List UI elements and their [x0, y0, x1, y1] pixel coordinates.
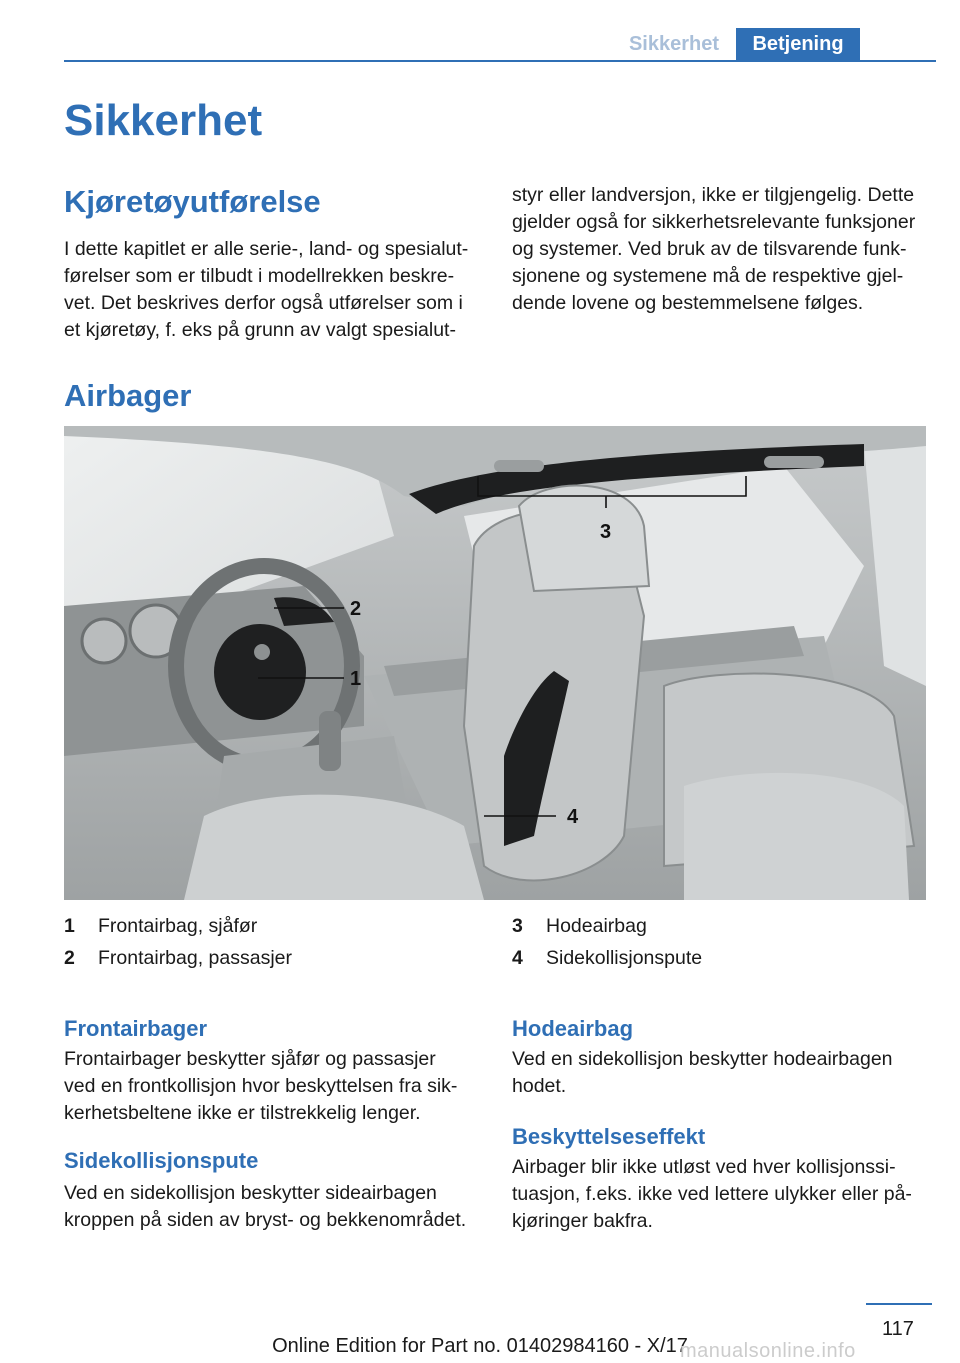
text-line: førelser som er tilbudt i modellrekken beskre-: [64, 265, 455, 287]
text-line: og systemer. Ved bruk av de tilsvarende funk-: [512, 238, 907, 260]
paragraph-right: [512, 182, 915, 317]
page-title: Sikkerhet: [64, 96, 263, 145]
text-line: styr eller landversjon, ikke er tilgjengelig. Dette: [512, 184, 915, 206]
subheading-hodeairbag: Hodeairbag: [512, 1016, 634, 1041]
text-line: Frontairbager beskytter sjåfør og passasjer: [64, 1048, 436, 1070]
text-line: Airbager blir ikke utløst ved hver kollisjonssi-: [512, 1156, 896, 1178]
text-line: gjelder også for sikkerhetsrelevante funksjoner: [512, 211, 916, 233]
paragraph-left: [64, 236, 468, 344]
legend-item-1: [64, 914, 257, 938]
paragraph-sidekollisjonspute: [64, 1180, 466, 1234]
text-line: dende lovene og bestemmelsene følges.: [512, 292, 864, 314]
callout-3: 3: [600, 521, 612, 543]
text-line: Ved en sidekollisjon beskytter sideairbagen: [64, 1182, 437, 1204]
legend-number: 2: [64, 947, 75, 969]
paragraph-beskyttelseseffekt: [512, 1154, 912, 1235]
legend-item-4: [512, 946, 702, 970]
subheading-beskyttelseseffekt: Beskyttelseseffekt: [512, 1124, 706, 1149]
edition-text: Online Edition for Part no. 01402984160 - X/17: [272, 1335, 688, 1357]
subheading-sidekollisjonspute: Sidekollisjonspute: [64, 1148, 259, 1173]
page-number: 117: [882, 1318, 914, 1340]
text-line: I dette kapitlet er alle serie-, land- og spesialut-: [64, 238, 469, 260]
text-line: Ved en sidekollisjon beskytter hodeairbagen: [512, 1048, 893, 1070]
text-line: sjonene og systemene må de respektive gjel-: [512, 265, 904, 287]
callout-1: 1: [350, 668, 362, 690]
subheading-frontairbager: Frontairbager: [64, 1016, 208, 1041]
legend-number: 4: [512, 947, 523, 969]
legend-number: 3: [512, 915, 523, 937]
text-line: tuasjon, f.eks. ikke ved lettere ulykker eller på-: [512, 1183, 912, 1205]
paragraph-hodeairbag: [512, 1046, 893, 1100]
legend-label: Frontairbag, passasjer: [98, 947, 293, 969]
text-line: vet. Det beskrives derfor også utførelser som i: [64, 292, 463, 314]
car-interior-illustration: [64, 426, 926, 900]
legend-item-3: [512, 914, 647, 938]
legend-number: 1: [64, 915, 75, 937]
header-section-betjening[interactable]: Betjening: [736, 28, 860, 60]
legend-label: Frontairbag, sjåfør: [98, 915, 258, 937]
callout-4: 4: [567, 806, 579, 828]
text-line: hodet.: [512, 1075, 567, 1097]
text-line: ved en frontkollisjon hvor beskyttelsen fra sik-: [64, 1075, 458, 1097]
legend-label: Hodeairbag: [546, 915, 647, 937]
text-line: kjøringer bakfra.: [512, 1210, 653, 1232]
text-line: et kjøretøy, f. eks på grunn av valgt spesialut-: [64, 319, 456, 341]
legend-label: Sidekollisjonspute: [546, 947, 703, 969]
text-line: kroppen på siden av bryst- og bekkenområdet.: [64, 1209, 467, 1231]
section-heading-kjoretoyutforelse: Kjøretøyutførelse: [64, 184, 321, 219]
watermark: manualsonline.info: [680, 1340, 856, 1362]
footer-rule: [866, 1303, 932, 1305]
paragraph-frontairbager: [64, 1046, 457, 1127]
callout-2: 2: [350, 598, 362, 620]
text-line: kerhetsbeltene ikke er tilstrekkelig lenger.: [64, 1102, 421, 1124]
header-section-sikkerhet[interactable]: Sikkerhet: [628, 33, 720, 55]
section-heading-airbager: Airbager: [64, 378, 192, 413]
legend-item-2: [64, 946, 292, 970]
header-rule: [64, 60, 936, 62]
